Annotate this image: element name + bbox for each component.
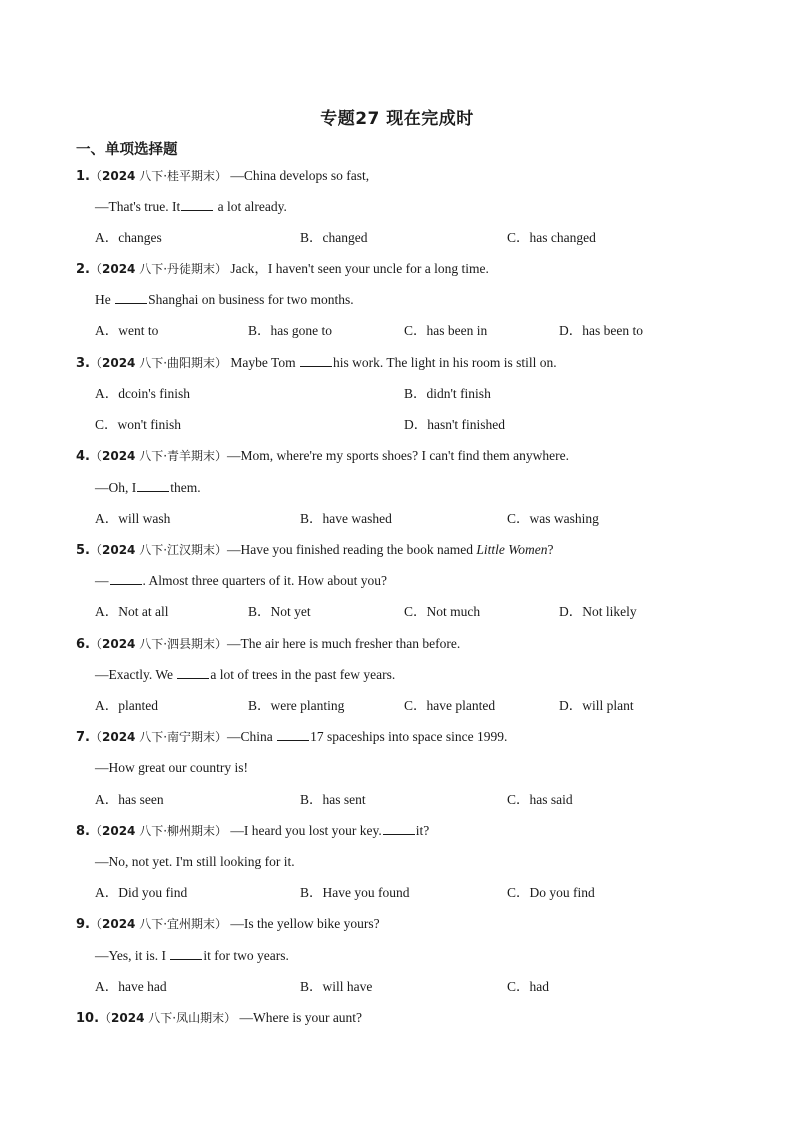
question-source: （2024 八下·青羊期末） xyxy=(89,449,228,463)
option-c[interactable]: C．has been in xyxy=(404,323,488,338)
question-stem: 10.（2024 八下·凤山期末） —Where is your aunt? xyxy=(76,1010,363,1026)
option-a[interactable]: A．went to xyxy=(95,323,159,338)
question-stem: 5.（2024 八下·江汉期末）—Have you finished reading the book named Little Women? xyxy=(76,542,554,558)
question-number: 2. xyxy=(76,262,90,277)
question-line-2: —Exactly. We a lot of trees in the past few years. xyxy=(95,667,396,682)
option-d[interactable]: D．hasn't finished xyxy=(404,417,506,432)
option-c[interactable]: C．Not much xyxy=(404,604,481,619)
option-a[interactable]: A．have had xyxy=(95,979,167,994)
question-source: （2024 八下·南宁期末） xyxy=(89,730,228,744)
answer-blank xyxy=(300,353,332,367)
question-source: （2024 八下·丹徒期末） xyxy=(89,262,228,276)
option-a[interactable]: A．dcoin's finish xyxy=(95,386,191,401)
option-d[interactable]: D．Not likely xyxy=(559,604,637,619)
question-stem: 8.（2024 八下·柳州期末） —I heard you lost your key. it? xyxy=(76,823,430,839)
answer-blank xyxy=(170,946,202,960)
answer-blank xyxy=(115,290,147,304)
question-stem: 9.（2024 八下·宜州期末） —Is the yellow bike yours? xyxy=(76,916,380,932)
option-d[interactable]: D．will plant xyxy=(559,698,634,713)
book-title: Little Women xyxy=(476,542,548,557)
option-a[interactable]: A．Not at all xyxy=(95,604,169,619)
question-source: （2024 八下·曲阳期末） xyxy=(89,356,228,370)
question-line-2: —Yes, it is. I it for two years. xyxy=(95,948,289,963)
answer-blank xyxy=(110,571,142,585)
option-a[interactable]: A．will wash xyxy=(95,511,171,526)
option-a[interactable]: A．has seen xyxy=(95,792,164,807)
question-number: 1. xyxy=(76,169,90,184)
question-stem: 3.（2024 八下·曲阳期末） Maybe Tom his work. The light in his room is still on. xyxy=(76,355,557,371)
option-b[interactable]: B．will have xyxy=(300,979,373,994)
option-b[interactable]: B．Have you found xyxy=(300,885,410,900)
question-source: （2024 八下·桂平期末） xyxy=(89,169,228,183)
section-heading: 一、单项选择题 xyxy=(76,142,178,158)
option-b[interactable]: B．Not yet xyxy=(248,604,311,619)
answer-blank xyxy=(177,665,209,679)
option-b[interactable]: B．didn't finish xyxy=(404,386,491,401)
option-a[interactable]: A．planted xyxy=(95,698,158,713)
question-line-2: —Oh, I them. xyxy=(95,480,201,495)
question-number: 7. xyxy=(76,730,90,745)
option-b[interactable]: B．were planting xyxy=(248,698,345,713)
answer-blank xyxy=(137,478,169,492)
question-stem: 7.（2024 八下·南宁期末）—China 17 spaceships into space since 1999. xyxy=(76,729,508,745)
option-a[interactable]: A．Did you find xyxy=(95,885,188,900)
answer-blank xyxy=(383,821,415,835)
question-stem: 4.（2024 八下·青羊期末）—Mom, where're my sports shoes? I can't find them anywhere. xyxy=(76,448,569,464)
page-title: 专题27 现在完成时 xyxy=(320,109,474,129)
question-line-2: —How great our country is! xyxy=(95,760,248,775)
question-number: 5. xyxy=(76,543,90,558)
question-number: 10. xyxy=(76,1011,100,1026)
option-a[interactable]: A．changes xyxy=(95,230,162,245)
question-line-2: — . Almost three quarters of it. How about you? xyxy=(95,573,387,588)
option-b[interactable]: B．has gone to xyxy=(248,323,332,338)
option-c[interactable]: C．was washing xyxy=(507,511,599,526)
question-source: （2024 八下·凤山期末） xyxy=(99,1011,237,1025)
option-c[interactable]: C．Do you find xyxy=(507,885,595,900)
question-line-2: —No, not yet. I'm still looking for it. xyxy=(95,854,295,869)
option-d[interactable]: D．has been to xyxy=(559,323,643,338)
question-source: （2024 八下·宜州期末） xyxy=(89,917,228,931)
option-c[interactable]: C．won't finish xyxy=(95,417,182,432)
answer-blank xyxy=(181,197,213,211)
question-number: 6. xyxy=(76,637,90,652)
question-line-2: —That's true. It a lot already. xyxy=(95,199,287,214)
question-source: （2024 八下·泗县期末） xyxy=(89,637,228,651)
option-c[interactable]: C．has changed xyxy=(507,230,596,245)
option-c[interactable]: C．have planted xyxy=(404,698,496,713)
question-number: 8. xyxy=(76,824,90,839)
question-stem: 6.（2024 八下·泗县期末）—The air here is much fresher than before. xyxy=(76,636,461,652)
question-stem: 1.（2024 八下·桂平期末） —China develops so fast, xyxy=(76,168,370,184)
option-b[interactable]: B．changed xyxy=(300,230,368,245)
option-b[interactable]: B．has sent xyxy=(300,792,366,807)
question-number: 9. xyxy=(76,917,90,932)
option-b[interactable]: B．have washed xyxy=(300,511,392,526)
option-c[interactable]: C．had xyxy=(507,979,549,994)
question-number: 4. xyxy=(76,449,90,464)
question-source: （2024 八下·柳州期末） xyxy=(89,824,228,838)
question-source: （2024 八下·江汉期末） xyxy=(89,543,228,557)
question-number: 3. xyxy=(76,356,90,371)
answer-blank xyxy=(277,727,309,741)
option-c[interactable]: C．has said xyxy=(507,792,573,807)
question-line-2: He Shanghai on business for two months. xyxy=(95,292,354,307)
question-stem: 2.（2024 八下·丹徒期末） Jack，I haven't seen your uncle for a long time. xyxy=(76,261,489,277)
